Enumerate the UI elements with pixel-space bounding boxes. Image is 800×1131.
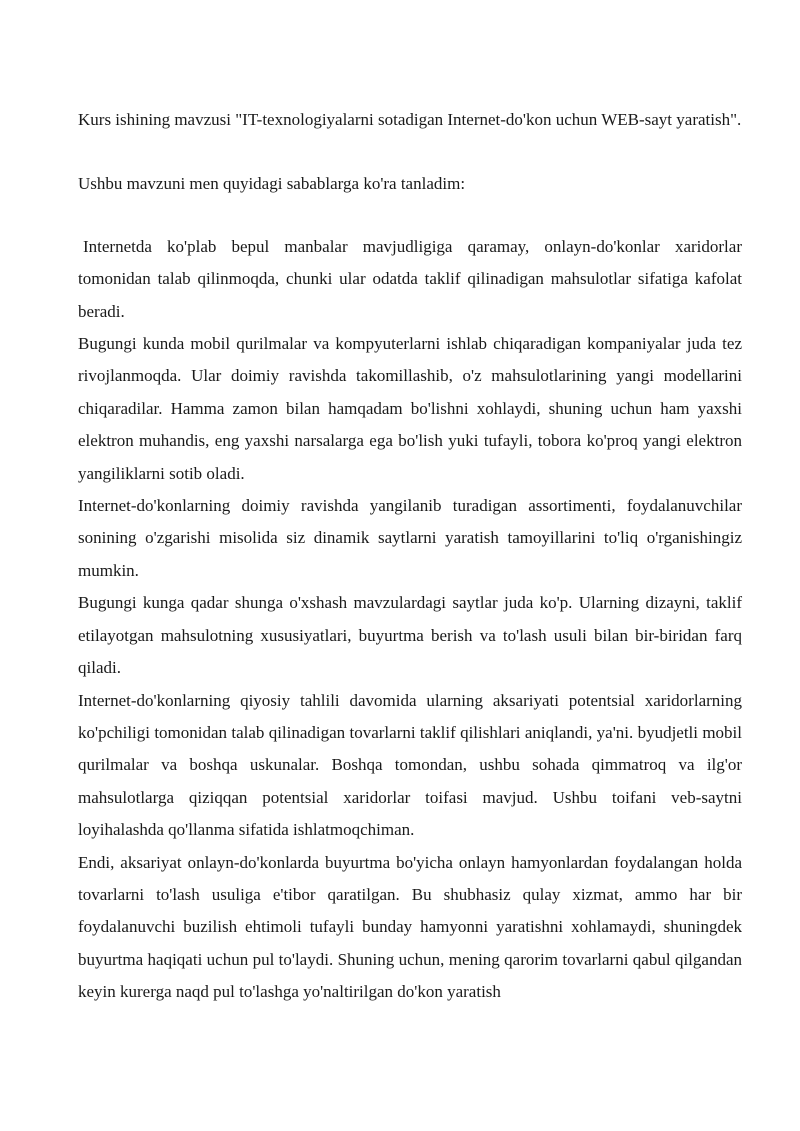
document-page bbox=[78, 104, 742, 1009]
body-paragraph-6: Endi, aksariyat onlayn-do'konlarda buyurtma bo'yicha onlayn hamyonlardan foydalangan holda tovarlarni to'lash usuliga e'tibor qaratilgan. Bu shubhasiz qulay xizmat, ammo har bir foydalanuvchi buzilish ehtimoli tufayli bunday hamyonni yaratishni xohlamaydi, shuningdek buyurtma haqiqati uchun pul to'laydi. Shuning uchun, mening qarorim tovarlarni qabul qilgandan keyin kurerga naqd pul to'lashga yo'naltirilgan do'kon yaratish bbox=[78, 852, 742, 1002]
body-paragraph-1: Internetda ko'plab bepul manbalar mavjudligiga qaramay, onlayn-do'konlar xaridorlar tomonidan talab qilinmoqda, chunki ular odatda taklif qilinadigan mahsulotlar sifatiga kafolat beradi. bbox=[78, 236, 742, 321]
reasons-intro-paragraph: Ushbu mavzuni men quyidagi sabablarga ko'ra tanladim: bbox=[78, 174, 466, 194]
body-paragraph-3: Internet-do'konlarning doimiy ravishda yangilanib turadigan assortimenti, foydalanuvchilar sonining o'zgarishi misolida siz dinamik saytlarni yaratish tamoyillarini to'liq o'rganishingiz mumkin. bbox=[78, 496, 742, 580]
body-paragraph-4: Bugungi kunga qadar shunga o'xshash mavzulardagi saytlar juda ko'p. Ularning dizayni, taklif etilayotgan mahsulotning xususiyatlari, buyurtma berish va to'lash usuli bilan bir-biridan farq qiladi. bbox=[78, 593, 742, 678]
body-paragraph-5: Internet-do'konlarning qiyosiy tahlili davomida ularning aksariyati potentsial xaridorlarning ko'pchiligi tomonidan talab qilinadigan tovarlarni taklif qilishlari aniqlandi, ya'ni. byudjetli mobil qurilmalar va boshqa uskunalar. Boshqa tomondan, ushbu sohada qimmatroq va ilg'or mahsulotlarga qiziqqan potentsial xaridorlar toifasi mavjud. Ushbu toifani veb-saytni loyihalashda qo'llanma sifatida ishlatmoqchiman. bbox=[78, 690, 742, 840]
topic-paragraph: Kurs ishining mavzusi "IT-texnologiyalarni sotadigan Internet-do'kon uchun WEB-sayt yaratish". bbox=[78, 110, 742, 129]
body-paragraph-2: Bugungi kunda mobil qurilmalar va kompyuterlarni ishlab chiqaradigan kompaniyalar juda tez rivojlanmoqda. Ular doimiy ravishda takomillashib, o'z mahsulotlarining yangi modellarini chiqaradilar. Hamma zamon bilan hamqadam bo'lishni xohlaydi, shuning uchun ham yaxshi elektron muhandis, eng yaxshi narsalarga ega bo'lish yuki tufayli, tobora ko'proq yangi elektron yangiliklarni sotib oladi. bbox=[78, 334, 742, 483]
